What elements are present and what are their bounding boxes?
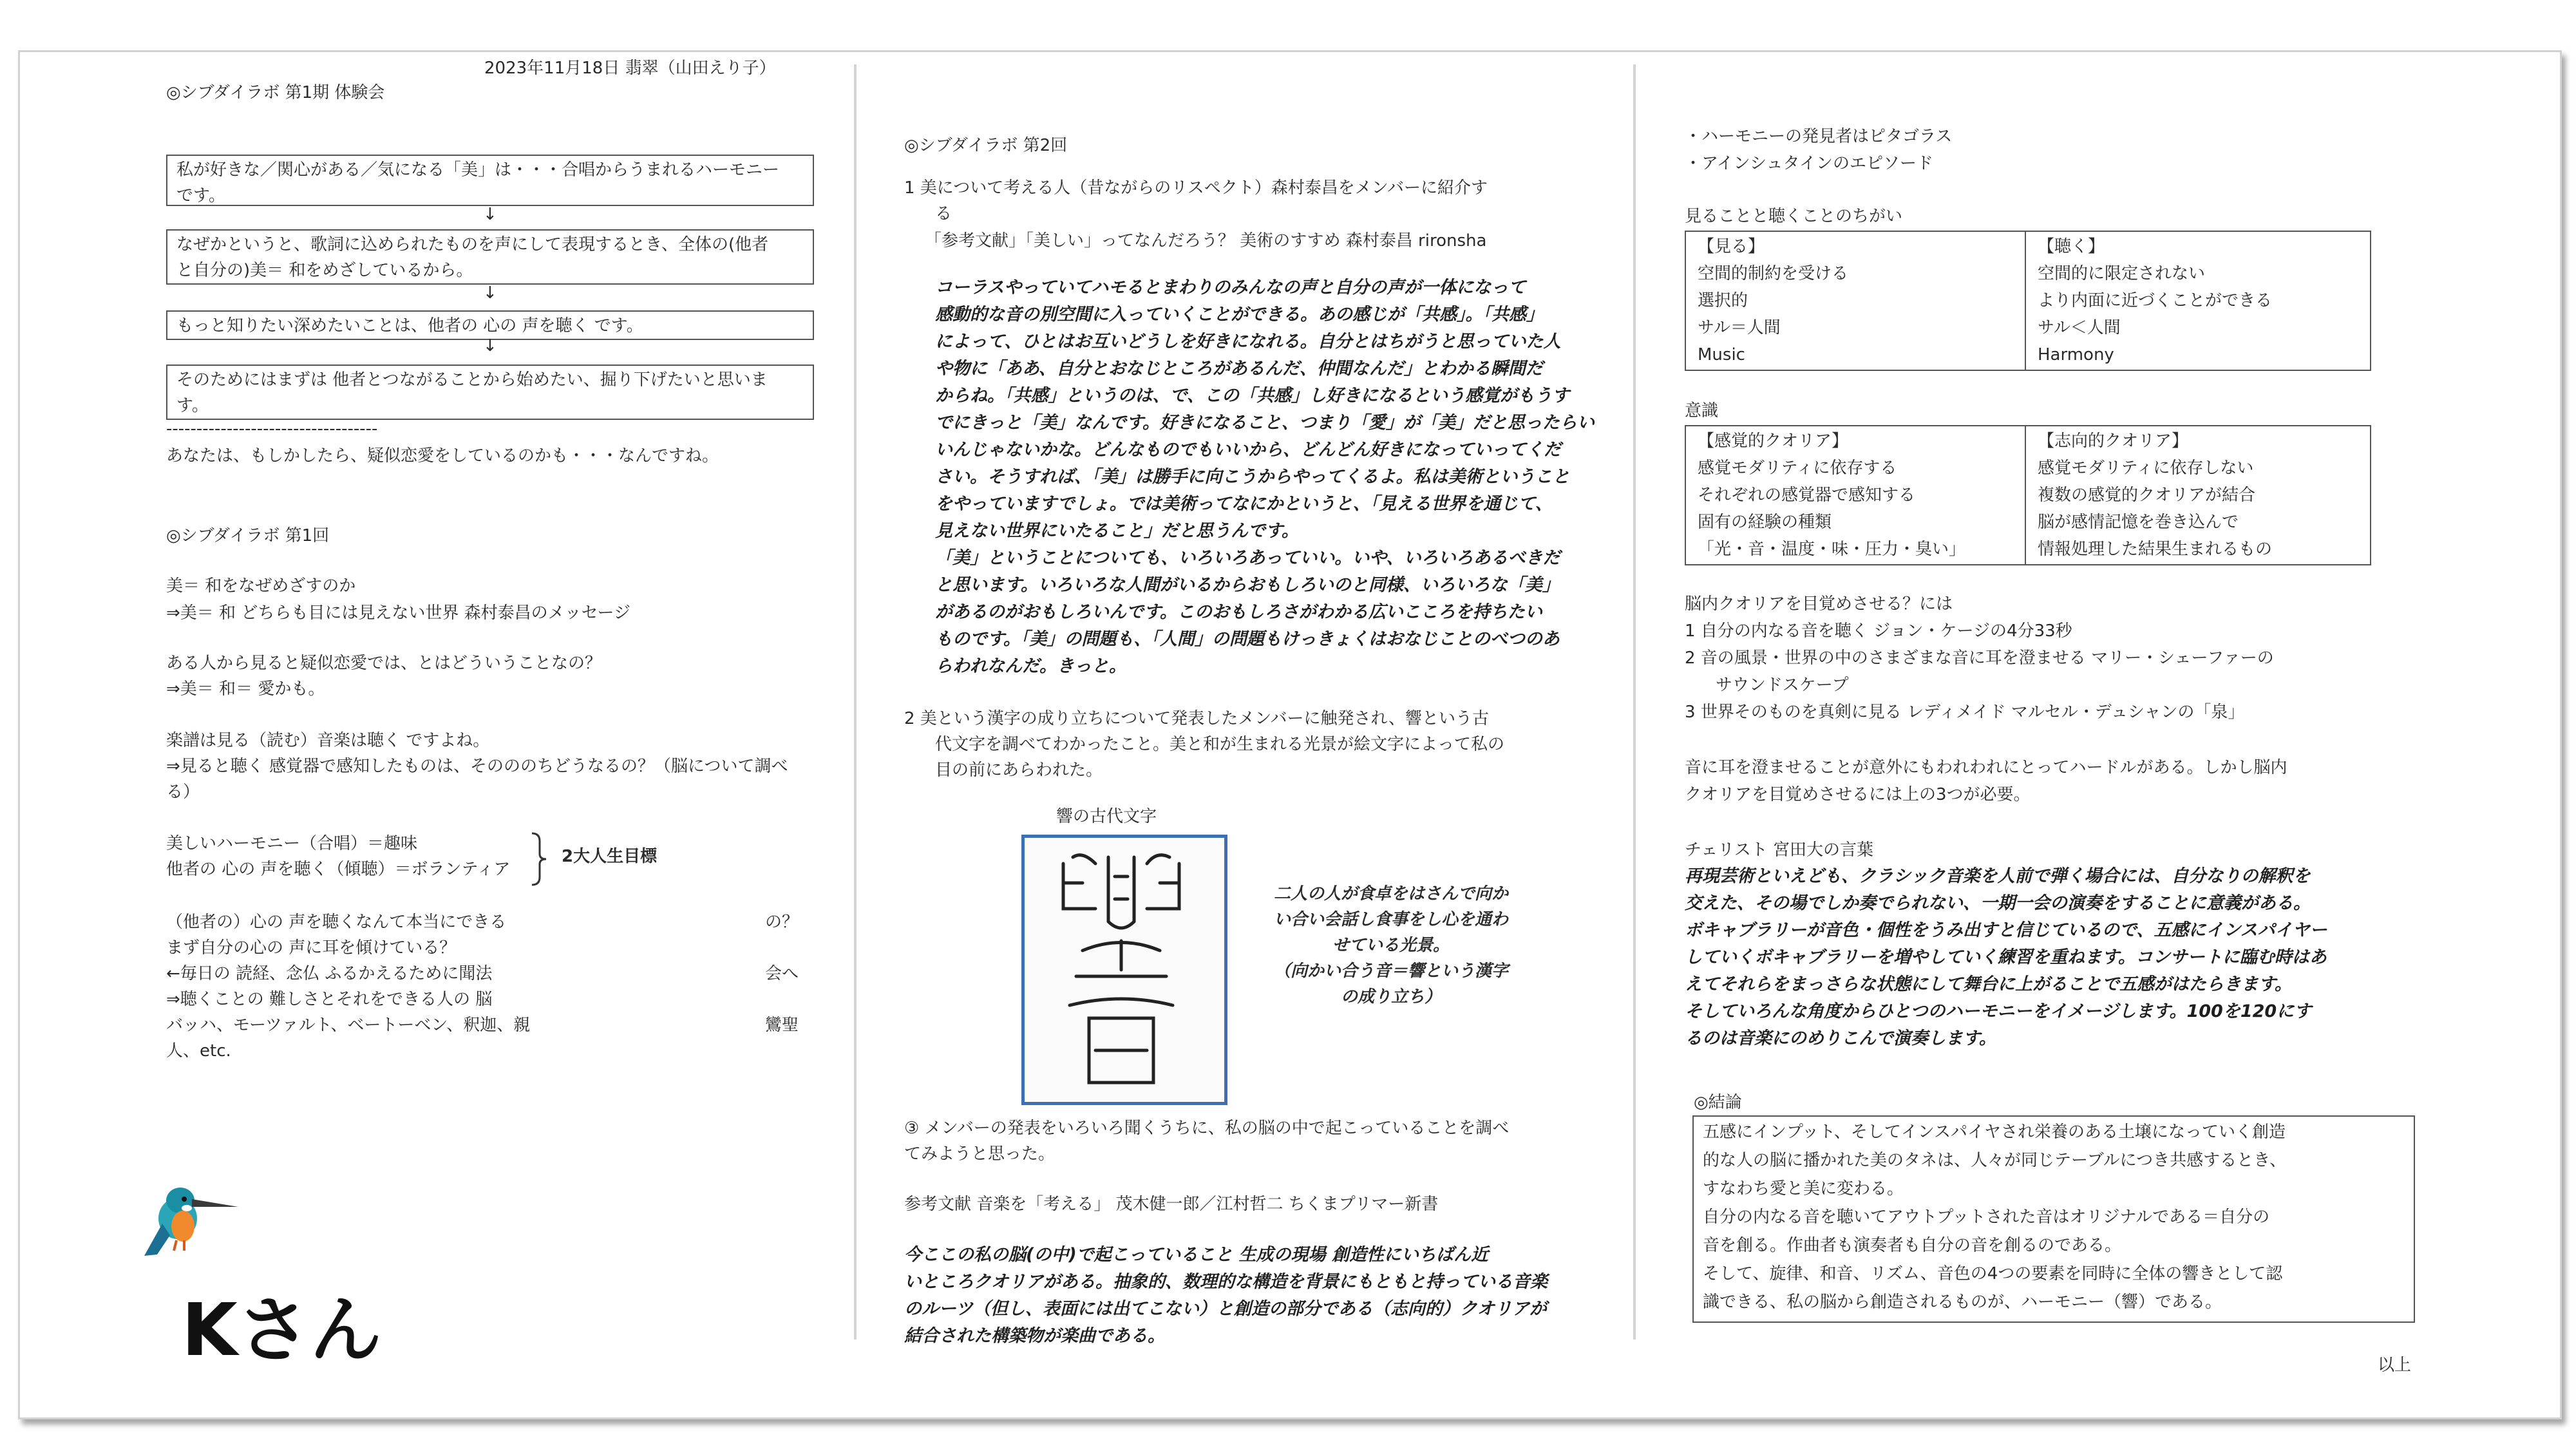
caption-line: せている光景。 <box>1332 936 1450 955</box>
cell-line: Harmony <box>2038 345 2114 365</box>
conclusion-line: すなわち愛と美に変わる。 <box>1703 1179 1904 1198</box>
quote-line: 交えた、その場でしか奏でられない、一期一会の演奏をすることに意義がある。 <box>1685 893 2311 913</box>
hurdle-line1: 音に耳を澄ませることが意外にもわれわれにとってハードルがある。しかし脳内 <box>1685 758 2287 777</box>
answer-3-line2: る） <box>166 782 200 802</box>
box-reason <box>166 229 814 285</box>
qualia-item-2b: サウンドスケープ <box>1716 676 1849 695</box>
item1-line1: 1 美について考える人（昔ながらのリスペクト）森村泰昌をメンバーに紹介す <box>904 178 1488 198</box>
quote-line: からね。「共感」というのは、で、この「共感」し好きになるという感覚がもうす <box>935 386 1569 406</box>
box-want-to-know-line: もっと知りたい深めたいことは、他者の 心の 声を聴く です。 <box>176 316 643 336</box>
cell-line: サル＝人間 <box>1698 318 1781 337</box>
cell-line: 複数の感覚的クオリアが結合 <box>2038 486 2256 505</box>
conclusion-line: 識できる、私の脳から創造されるものが、ハーモニー（響）である。 <box>1703 1293 2222 1312</box>
goal-hobby: 美しいハーモニー（合唱）＝趣味 <box>166 834 418 853</box>
quote-line: 今ここの私の脳(の中)で起こっていること 生成の現場 創造性にいちばん近 <box>904 1245 1488 1265</box>
listen-line-5: バッハ、モーツァルト、ベートーベン、釈迦、親 <box>166 1016 531 1035</box>
column-divider-right <box>1633 64 1636 1340</box>
conclusion-line: 五感にインプット、そしてインスパイヤされ栄養のある土壌になっていく創造 <box>1703 1122 2286 1142</box>
quote-line: 結合された構築物が楽曲である。 <box>904 1326 1165 1346</box>
answer-3-line1: ⇒見ると聴く 感覚器で感知したものは、そのののちどうなるの？（脳について調べ <box>166 757 788 776</box>
question-3: 楽譜は見る（読む）音楽は聴く ですよね。 <box>166 731 490 750</box>
quote-line: 感動的な音の別空間に入っていくことができる。あの感じが「共感」。「共感」 <box>935 305 1544 325</box>
table-row <box>1685 231 2371 370</box>
intentional-qualia-cell <box>2025 426 2371 565</box>
quote-cellist <box>1685 863 2327 1052</box>
quote-line: でにきっと「美」なんです。好きになること、つまり「愛」が「美」だと思ったらい <box>935 413 1595 433</box>
quote-line: ものです。「美」の問題も、「人間」の問題もけっきょくはおなじことのべつのあ <box>935 629 1560 649</box>
conclusion-box <box>1692 1115 2415 1323</box>
box-first-step <box>166 365 814 420</box>
end-mark: 以上 <box>2378 1356 2412 1375</box>
item3-line2: てみようと思った。 <box>904 1144 1056 1164</box>
dash-separator: ----------------------------------- <box>166 419 378 439</box>
quote-line: るのは音楽にのめりこんで演奏します。 <box>1685 1028 1996 1048</box>
box-first-step-line2: す。 <box>176 396 209 415</box>
kanji-caption <box>1249 881 1533 1010</box>
listen-line-1-end: の？ <box>765 913 799 932</box>
quote-line: していくボキャブラリーを増やしていく練習を重ねます。コンサートに臨む時はあ <box>1685 947 2327 967</box>
ancient-kanji-image <box>1021 835 1227 1105</box>
goal-volunteer: 他者の 心の 声を聴く（傾聴）＝ボランティア <box>166 860 511 879</box>
box-interest-line2: です。 <box>176 186 225 205</box>
question-2: ある人から見ると疑似恋愛では、とはどういうことなの？ <box>166 654 602 673</box>
quote-line: のルーツ（但し、表面には出てこない）と創造の部分である（志向的）クオリアが <box>904 1299 1547 1319</box>
quote-line: ボキャブラリーが音色・個性をうみ出すと信じているので、五感にインスパイヤー <box>1685 920 2327 940</box>
cell-line: 選択的 <box>1698 291 1748 310</box>
arrow-down-icon: ↓ <box>483 283 497 303</box>
listen-line-1: （他者の）心の 声を聴くなんて本当にできる <box>166 913 507 932</box>
pythagoras-line: ・ハーモニーの発見者はピタゴラス <box>1685 127 1953 146</box>
caption-line: 二人の人が食卓をはさんで向か <box>1273 884 1508 904</box>
quote-line: をやっていますでしょ。では美術ってなにかというと、「見える世界を通じて、 <box>935 494 1553 514</box>
question-1: 美＝ 和をなぜめざすのか <box>166 576 356 596</box>
cellist-heading: チェリスト 宮田大の言葉 <box>1685 840 1873 860</box>
item2-line2: 代文字を調べてわかったこと。美と和が生まれる光景が絵文字によって私の <box>935 735 1505 754</box>
quote-morimura <box>935 274 1595 680</box>
heading-lab-trial: ◎シブダイラボ 第1期 体験会 <box>166 83 385 102</box>
cell-line: 【聴く】 <box>2038 237 2105 256</box>
cell-line: 【志向的クオリア】 <box>2038 431 2189 451</box>
person-label: Kさん <box>182 1289 382 1372</box>
cell-line: 情報処理した結果生まれるもの <box>2038 540 2273 559</box>
quote-line: コーラスやっていてハモるとまわりのみんなの声と自分の声が一体になって <box>935 278 1526 298</box>
date-author: 2023年11月18日 翡翠（山田えり子） <box>484 59 776 78</box>
conclusion-line: 的な人の脳に播かれた美のタネは、人々が同じテーブルにつき共感するとき、 <box>1703 1151 2287 1170</box>
sensory-qualia-cell <box>1685 426 2025 565</box>
ancient-hibiki-character <box>1025 838 1224 1102</box>
quote-mogi <box>904 1242 1548 1350</box>
see-vs-hear-table <box>1685 231 2371 371</box>
kanji-title: 響の古代文字 <box>1056 807 1157 826</box>
listen-line-6: 人、etc. <box>166 1041 231 1061</box>
table-row <box>1685 426 2371 565</box>
arrow-down-icon: ↓ <box>483 336 497 355</box>
quote-line: があるのがおもしろいんです。このおもしろさがわかる広いこころを持ちたい <box>935 602 1542 622</box>
quote-line: いんじゃないかな。どんなものでもいいから、どんどん好きになっていってくだ <box>935 440 1561 460</box>
quote-line: えてそれらをまっさらな状態にして舞台に上がることで五感がはたらきます。 <box>1685 974 2292 994</box>
quote-line: らわれなんだ。きっと。 <box>935 656 1126 676</box>
column-divider-left <box>854 64 857 1340</box>
caption-line: い合い会話し食事をし心を通わ <box>1273 910 1508 929</box>
cell-line: それぞれの感覚器で感知する <box>1698 486 1916 505</box>
cell-line: 脳が感情記憶を巻き込んで <box>2038 513 2239 532</box>
quote-line: 再現芸術といえども、クラシック音楽を人前で弾く場合には、自分なりの解釈を <box>1685 866 2311 886</box>
einstein-line: ・アインシュタインのエピソード <box>1685 154 1933 173</box>
quote-line: と思います。いろいろな人間がいるからおもしろいのと同様、いろいろな「美」 <box>935 575 1560 595</box>
box-first-step-line1: そのためにはまずは 他者とつながることから始めたい、掘り下げたいと思いま <box>176 370 768 390</box>
kingfisher-icon <box>138 1179 241 1262</box>
cell-line: 感覚モダリティに依存しない <box>2038 459 2254 478</box>
box-interest <box>166 155 814 206</box>
item1-line2: る <box>935 204 952 223</box>
life-goals-label: 2大人生目標 <box>562 847 658 866</box>
qualia-awaken-title: 脳内クオリアを目覚めさせる？には <box>1685 594 1953 614</box>
consciousness-title: 意識 <box>1685 401 1719 421</box>
box-reason-line1: なぜかというと、歌詞に込められたものを声にして表現するとき、全体の(他者 <box>176 235 769 254</box>
reference-1: 「参考文献」「美しい」ってなんだろう？ 美術のすすめ 森村泰昌 rironsha <box>925 231 1487 251</box>
listen-line-3: ←毎日の 読経、念仏 ふるかえるために聞法 <box>166 964 493 983</box>
caption-line: の成り立ち） <box>1340 987 1441 1007</box>
box-reason-line2: と自分の)美＝ 和をめざしているから。 <box>176 261 473 280</box>
pseudo-love-line: あなたは、もしかしたら、疑似恋愛をしているのかも・・・なんですね。 <box>166 446 719 466</box>
qualia-item-3: 3 世界そのものを真剣に見る レディメイド マルセル・デュシャンの「泉」 <box>1685 703 2245 722</box>
cell-line: 空間的に限定されない <box>2038 264 2206 283</box>
cell-line: サル＜人間 <box>2038 318 2121 337</box>
cell-line: 固有の経験の種類 <box>1698 513 1832 532</box>
quote-line: さい。そうすれば、「美」は勝手に向こうからやってくるよ。私は美術ということ <box>935 467 1570 487</box>
cell-line: 【感覚的クオリア】 <box>1698 431 1849 451</box>
quote-line: 「美」ということについても、いろいろあっていい。いや、いろいろあるべきだ <box>935 548 1560 568</box>
conclusion-line: そして、旋律、和音、リズム、音色の4つの要素を同時に全体の響きとして認 <box>1703 1264 2283 1283</box>
brace-icon <box>529 832 549 886</box>
conclusion-title: ◎結論 <box>1694 1093 1742 1112</box>
answer-1: ⇒美＝ 和 どちらも目には見えない世界 森村泰昌のメッセージ <box>166 603 631 623</box>
see-cell <box>1685 231 2025 370</box>
qualia-table <box>1685 425 2371 565</box>
see-vs-hear-title: 見ることと聴くことのちがい <box>1685 207 1903 226</box>
cell-line: Music <box>1698 345 1745 365</box>
hurdle-line2: クオリアを目覚めさせるには上の3つが必要。 <box>1685 785 2031 804</box>
cell-line: 感覚モダリティに依存する <box>1698 459 1897 478</box>
item2-line3: 目の前にあらわれた。 <box>935 761 1103 780</box>
qualia-item-2: 2 音の風景・世界の中のさまざまな音に耳を澄ませる マリー・シェーファーの <box>1685 649 2274 668</box>
cell-line: 【見る】 <box>1698 237 1765 256</box>
listen-line-3-end: 会へ <box>765 964 799 983</box>
listen-line-2: まず自分の心の 声に耳を傾けている？ <box>166 938 457 958</box>
conclusion-line: 音を創る。作曲者も演奏者も自分の音を創るのである。 <box>1703 1236 2122 1255</box>
heading-lab-round1: ◎シブダイラボ 第1回 <box>166 526 330 545</box>
answer-2: ⇒美＝ 和＝ 愛かも。 <box>166 679 325 699</box>
cell-line: より内面に近づくことができる <box>2038 291 2273 310</box>
heading-lab-round2: ◎シブダイラボ 第2回 <box>904 136 1068 155</box>
qualia-item-1: 1 自分の内なる音を聴く ジョン・ケージの4分33秒 <box>1685 621 2072 641</box>
item2-line1: 2 美という漢字の成り立ちについて発表したメンバーに触発され、響という古 <box>904 709 1490 728</box>
quote-line: によって、ひとはお互いどうしを好きになれる。自分とはちがうと思っていた人 <box>935 332 1561 352</box>
hear-cell <box>2025 231 2371 370</box>
reference-2: 参考文献 音楽を「考える」 茂木健一郎／江村哲二 ちくまプリマー新書 <box>904 1195 1439 1214</box>
quote-line: いところクオリアがある。抽象的、数理的な構造を背景にもともと持っている音楽 <box>904 1272 1548 1292</box>
box-interest-line1: 私が好きな／関心がある／気になる「美」は・・・合唱からうまれるハーモニー <box>176 160 780 180</box>
conclusion-line: 自分の内なる音を聴いてアウトプットされた音はオリジナルである＝自分の <box>1703 1208 2270 1227</box>
quote-line: そしていろんな角度からひとつのハーモニーをイメージします。100を120にす <box>1685 1001 2312 1021</box>
listen-line-5-end: 鸞聖 <box>765 1016 799 1035</box>
arrow-down-icon: ↓ <box>483 205 497 224</box>
item3-line1: ③ メンバーの発表をいろいろ聞くうちに、私の脳の中で起こっていることを調べ <box>904 1119 1510 1138</box>
caption-line: （向かい合う音＝響という漢字 <box>1273 961 1508 981</box>
quote-line: 見えない世界にいたること」だと思うんです。 <box>935 521 1299 541</box>
cell-line: 「光・音・温度・味・圧力・臭い」 <box>1698 540 1966 559</box>
cell-line: 空間的制約を受ける <box>1698 264 1849 283</box>
listen-line-4: ⇒聴くことの 難しさとそれをできる人の 脳 <box>166 990 493 1009</box>
quote-line: や物に「ああ、自分とおなじところがあるんだ、仲間なんだ」とわかる瞬間だ <box>935 359 1543 379</box>
